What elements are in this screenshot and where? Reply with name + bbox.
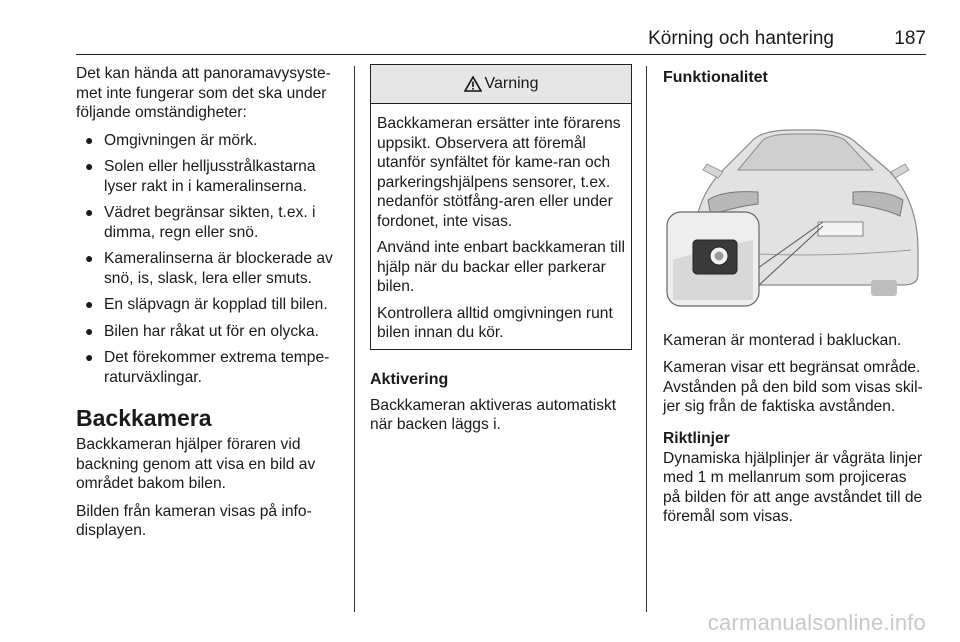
list-item: ● Vädret begränsar sikten, t.ex. i dimma, regn eller snö. — [85, 204, 316, 241]
conditions-list — [76, 131, 344, 388]
warning-box — [370, 64, 632, 350]
section-heading-aktivering: Aktivering — [370, 370, 449, 388]
list-item: ● Kameralinserna är blockerade av snö, is, slask, lera eller smuts. — [85, 250, 333, 287]
warning-paragraph-2: Använd inte enbart backkameran till hjälp när du backar eller parkerar bilen. — [377, 239, 625, 295]
figure-caption: Kameran är monterad i bakluckan. — [663, 331, 902, 349]
page-header — [76, 28, 926, 55]
bullet-icon: ● — [85, 204, 94, 220]
bullet-icon: ● — [85, 250, 94, 266]
column-2 — [370, 64, 632, 443]
rear-camera-car-illustration — [663, 100, 927, 312]
intro-paragraph: Det kan hända att panoramavysyste-met inte fungerar som det ska under följande omständigheter: — [76, 65, 331, 121]
bullet-icon: ● — [85, 349, 94, 365]
aktivering-paragraph: Backkameran aktiveras automatiskt när backen läggs i. — [370, 396, 617, 433]
watermark: carmanualsonline.info — [707, 610, 926, 635]
backkamera-paragraph-1: Backkameran hjälper föraren vid backning genom att visa en bild av området bakom bilen. — [76, 436, 316, 492]
list-item: ● Det förekommer extrema tempe-raturväxlingar. — [85, 349, 330, 386]
list-item: ● Bilen har råkat ut för en olycka. — [85, 322, 319, 340]
bullet-icon: ● — [85, 322, 94, 339]
warning-triangle-icon — [464, 76, 482, 92]
list-item: ● Omgivningen är mörk. — [85, 131, 258, 149]
list-item: ● En släpvagn är kopplad till bilen. — [85, 296, 328, 313]
riktlinjer-paragraph: Dynamiska hjälplinjer är vågräta linjer med 1 m mellanrum som projiceras på bilden för att ange avståndet till de föremål som visas. — [663, 449, 923, 525]
list-item: ● Solen eller helljusstrålkastarna lyser rakt in i kameralinserna. — [85, 158, 316, 195]
header-title: Körning och hantering — [648, 28, 834, 49]
section-heading-funktionalitet: Funktionalitet — [663, 69, 768, 86]
warning-body — [371, 104, 631, 349]
column-1 — [76, 64, 344, 549]
warning-header — [371, 65, 631, 104]
warning-title: Varning — [484, 75, 539, 93]
section-heading-backkamera: Backkamera — [76, 405, 212, 431]
funktionalitet-paragraph: Kameran visar ett begränsat område. Avstånden på den bild som visas skil-jer sig från de faktiska avstånden. — [663, 359, 923, 415]
warning-paragraph-1: Backkameran ersätter inte förarens uppsikt. Observera att föremål utanför synfältet för kame-ran och parkeringshjälpens sensorer, t.ex. nedanför stötfång-aren eller under fordonet, inte visas. — [377, 115, 621, 230]
warning-paragraph-3: Kontrollera alltid omgivningen runt bilen innan du kör. — [377, 304, 613, 341]
column-divider-2 — [646, 66, 647, 612]
bullet-icon: ● — [85, 296, 94, 312]
column-divider-1 — [354, 66, 355, 612]
backkamera-paragraph-2: Bilden från kameran visas på info-displayen. — [76, 502, 312, 539]
page-number: 187 — [894, 28, 926, 49]
bullet-icon: ● — [85, 131, 94, 148]
column-3 — [663, 64, 927, 535]
bullet-icon: ● — [85, 158, 94, 174]
subheading-riktlinjer: Riktlinjer — [663, 429, 730, 447]
